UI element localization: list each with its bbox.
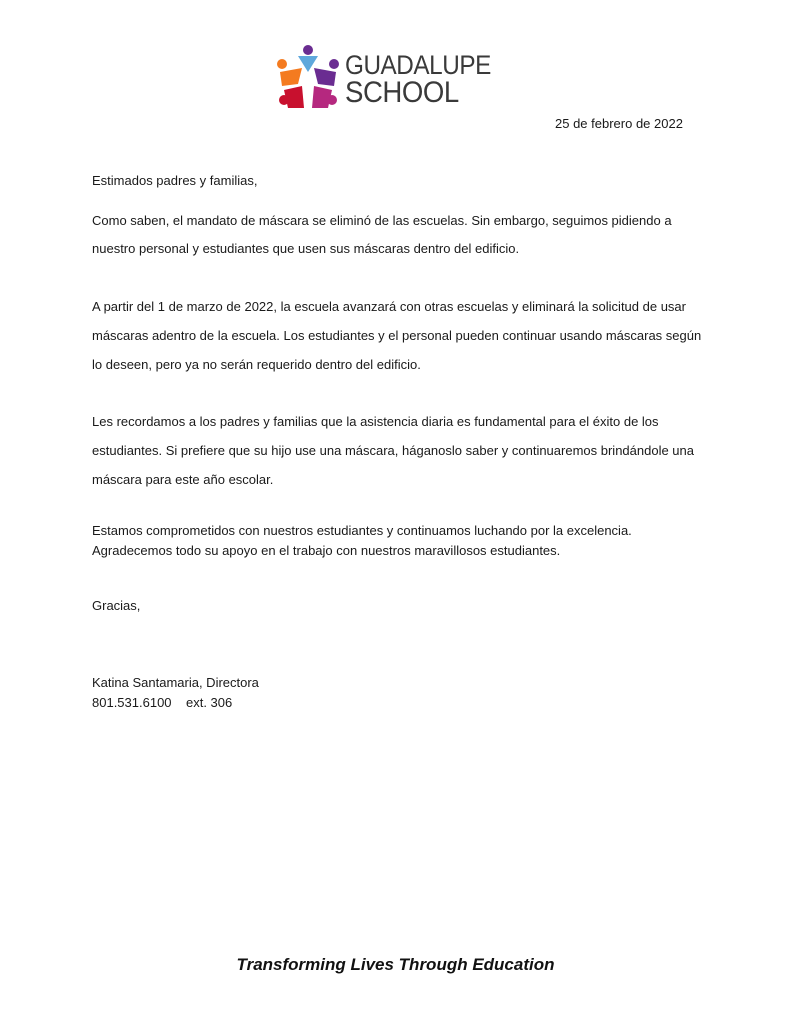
greeting: Estimados padres y familias, bbox=[92, 173, 258, 188]
closing: Gracias, bbox=[92, 598, 141, 613]
paragraph-3: Les recordamos a los padres y familias que la asistencia diaria es fundamental para el éxito de los estudiantes. Si prefiere que su hijo use una máscara, háganoslo saber y continuaremos brindándole una máscara para este año escolar. bbox=[92, 414, 694, 487]
signature-block bbox=[92, 673, 712, 713]
footer-tagline: Transforming Lives Through Education bbox=[236, 955, 555, 974]
paragraph-4: Estamos comprometidos con nuestros estudiantes y continuamos luchando por la excelencia. Agradecemos todo su apoyo en el trabajo con nuestros maravillosos estudiantes. bbox=[92, 523, 632, 558]
logo-wordmark bbox=[345, 52, 507, 107]
paragraph-1: Como saben, el mandato de máscara se eliminó de las escuelas. Sin embargo, seguimos pidiendo a nuestro personal y estudiantes que usen sus máscaras dentro del edificio. bbox=[92, 213, 672, 256]
letter-date: 25 de febrero de 2022 bbox=[555, 116, 683, 131]
paragraph-2: A partir del 1 de marzo de 2022, la escuela avanzará con otras escuelas y eliminará la solicitud de usar máscaras adentro de la escuela. Los estudiantes y el personal pueden continuar usando máscaras según lo deseen, pero ya no serán requerido dentro del edificio. bbox=[92, 299, 702, 372]
logo-emblem-icon bbox=[272, 42, 344, 116]
signature-name: Katina Santamaria, Directora bbox=[92, 675, 259, 690]
school-logo bbox=[272, 42, 520, 116]
logo-line-2: SCHOOL bbox=[345, 76, 459, 109]
signature-phone: 801.531.6100 ext. 306 bbox=[92, 695, 233, 710]
logo-line-1: GUADALUPE bbox=[345, 50, 491, 80]
